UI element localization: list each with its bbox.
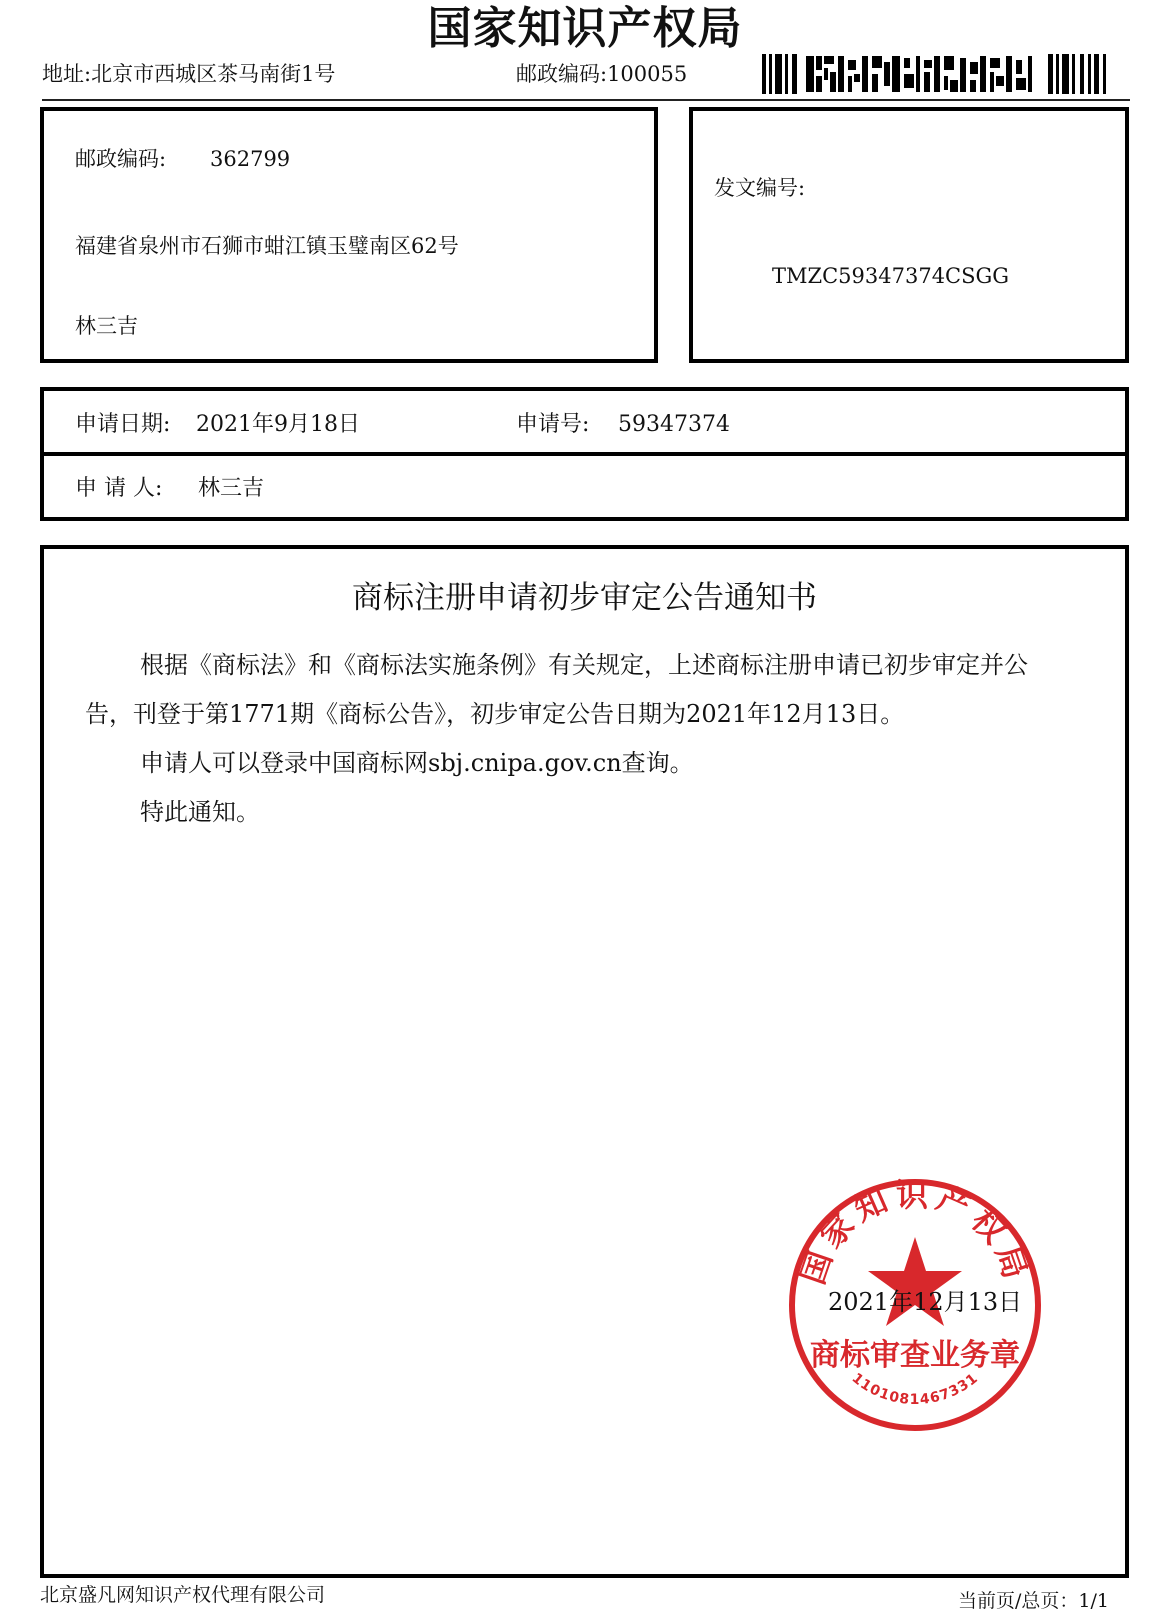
recipient-address: 福建省泉州市石狮市蚶江镇玉璧南区62号 [75, 234, 459, 258]
doc-number-label: 发文编号: [714, 176, 806, 200]
seal-department: 商标审查业务章 [810, 1338, 1020, 1373]
seal-org-name: 国家知识产权局 [793, 1176, 1037, 1289]
application-date-label: 申请日期: [75, 412, 171, 437]
doc-number-box [689, 107, 1129, 363]
page-title: 国家知识产权局 [427, 3, 743, 54]
footer-agency: 北京盛凡网知识产权代理有限公司 [40, 1584, 326, 1606]
application-info-divider [40, 452, 1129, 456]
notice-closing: 特此通知。 [140, 798, 260, 826]
notice-paragraph-line-1: 根据《商标法》和《商标法实施条例》有关规定，上述商标注册申请已初步审定并公 [140, 651, 1028, 679]
seal-code: 1101081467331 [848, 1370, 982, 1409]
notice-title: 商标注册申请初步审定公告通知书 [352, 580, 817, 616]
applicant-label: 申 请 人: [75, 476, 163, 501]
barcode [762, 54, 1122, 94]
recipient-name: 林三吉 [75, 314, 138, 338]
notice-paragraph-line-2: 告，刊登于第1771期《商标公告》，初步审定公告日期为2021年12月13日。 [85, 700, 905, 728]
footer-page-indicator: 当前页/总页：1/1 [958, 1590, 1109, 1612]
applicant-name: 林三吉 [198, 476, 265, 501]
issuer-postal-code: 邮政编码:100055 [516, 62, 688, 86]
doc-number-value: TMZC59347374CSGG [772, 264, 1010, 288]
application-date: 2021年9月18日 [196, 412, 360, 437]
header-rule [42, 99, 1130, 101]
notice-paragraph-line-3: 申请人可以登录中国商标网sbj.cnipa.gov.cn查询。 [140, 749, 694, 777]
recipient-postal-code: 362799 [210, 147, 291, 171]
recipient-postal-label: 邮政编码: [75, 147, 167, 171]
application-number: 59347374 [618, 412, 730, 437]
application-number-label: 申请号: [516, 412, 590, 437]
issuer-address: 地址:北京市西城区茶马南街1号 [42, 62, 336, 86]
seal-date: 2021年12月13日 [828, 1288, 1023, 1316]
